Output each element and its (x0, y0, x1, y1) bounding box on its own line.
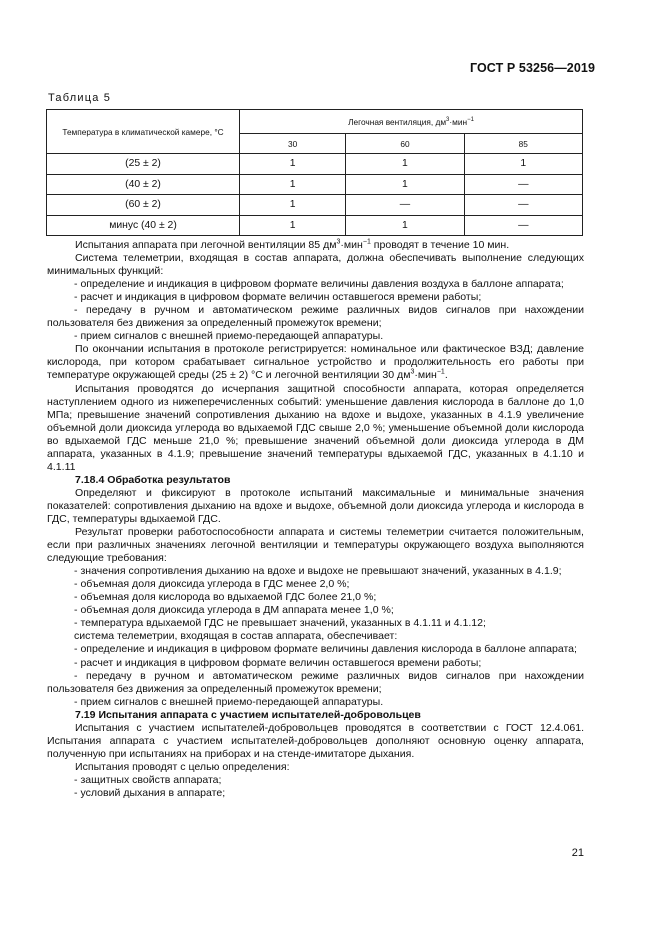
cell-temp: минус (40 ± 2) (47, 215, 240, 236)
list-item: - прием сигналов с внешней приемо-передающей аппаратуры. (74, 330, 384, 343)
cell-60: 1 (346, 154, 464, 175)
cell-temp: (60 ± 2) (47, 195, 240, 216)
header-temperature: Температура в климатической камере, °С (47, 110, 240, 154)
paragraph-protocol: По окончании испытания в протоколе регистрируется: номинальное или фактическое ВЗД; давление кислорода, при котором срабатывает сигнальное устройство и продолжительность его работы при температуре окружающей среды (25 ± 2) °С и легочной вентиляции 30 $дм^3\cdot мин^{-1}$. (47, 343, 584, 382)
cell-30: 1 (240, 195, 346, 216)
paragraph-vent85: Испытания аппарата при легочной вентиляции 85 $дм^3\cdot мин^{-1}$ проводят в течение 10 мин. (75, 238, 510, 251)
paragraph: Результат проверки работоспособности аппарата и системы телеметрии считается положительным, если при различных значениях легочной вентиляции и температуры окружающего воздуха выполняются следующие требования: (47, 526, 584, 565)
table-row (47, 215, 583, 236)
cell-temp: (40 ± 2) (47, 174, 240, 195)
document-code: ГОСТ Р 53256—2019 (469, 61, 595, 75)
cell-85: 1 (464, 154, 582, 175)
page-number: 21 (571, 847, 584, 859)
paragraph: Испытания проводятся до исчерпания защитной способности аппарата, которая определяется наступлением одного из нижеперечисленных событий: уменьшение давления кислорода в баллоне до 1,0 МПа; превышение значений сопротивления дыханию на вдохе и выдохе, указанных в 4.1.9 увеличение объемной доли диоксида углерода во вдыхаемой ГДС свыше 2,0 %; уменьшение объемной доли кислорода во вдыхаемой ГДС меньше 21,0 %; превышение значений объемной доли диоксида углерода в ДМ аппарата, указанных в 4.1.9; превышение значений температуры вдыхаемой ГДС, указанных в 4.1.10 и 4.1.11 (47, 382, 584, 473)
paragraph: Испытания проводят с целью определения: (75, 760, 290, 773)
list-item: - передачу в ручном и автоматическом режиме различных видов сигналов при нахождении пользователя без движения за определенный промежуток времени; (47, 304, 584, 330)
cell-60: 1 (346, 174, 464, 195)
cell-30: 1 (240, 154, 346, 175)
list-item: система телеметрии, входящая в состав аппарата, обеспечивает: (74, 630, 398, 643)
list-item: - расчет и индикация в цифровом формате величин оставшегося времени работы; (74, 656, 482, 669)
section-heading: 7.18.4 Обработка результатов (75, 473, 231, 486)
paragraph: Определяют и фиксируют в протоколе испытаний максимальные и минимальные значения показателей: сопротивления дыханию на вдохе и выдохе, объемной доли диоксида углерода и кислорода в ГДС, температуры вдыхаемой ГДС. (47, 486, 584, 525)
header-ventilation: Легочная вентиляция, $дм^3\cdot мин^{-1}$ (240, 110, 583, 134)
header-vent-60: 60 (346, 134, 464, 154)
list-item: - объемная доля диоксида углерода в ДМ аппарата менее 1,0 %; (74, 604, 394, 617)
list-item: - значения сопротивления дыханию на вдохе и выдохе не превышают значений, указанных в 4.1.9; (74, 565, 562, 578)
cell-85: — (464, 195, 582, 216)
cell-60: 1 (346, 215, 464, 236)
list-item: - температура вдыхаемой ГДС не превышает значений, указанных в 4.1.11 и 4.1.12; (74, 617, 486, 630)
list-item: - расчет и индикация в цифровом формате величин оставшегося времени работы; (74, 291, 482, 304)
list-item: - прием сигналов с внешней приемо-передающей аппаратуры. (74, 695, 384, 708)
cell-30: 1 (240, 215, 346, 236)
section-heading: 7.19 Испытания аппарата с участием испытателей-добровольцев (75, 708, 421, 721)
table-row (47, 154, 583, 175)
cell-85: — (464, 215, 582, 236)
cell-temp: (25 ± 2) (47, 154, 240, 175)
table-row (47, 195, 583, 216)
list-item: - передачу в ручном и автоматическом режиме различных видов сигналов при нахождении пользователя без движения за определенный промежуток времени; (47, 669, 584, 695)
cell-30: 1 (240, 174, 346, 195)
paragraph: Испытания с участием испытателей-добровольцев проводятся в соответствии с ГОСТ 12.4.061. Испытания аппарата с участием испытателей-добровольцев дополняют основную оценку аппарата, полученную при испытаниях на приборах и на стенде-имитаторе дыхания. (47, 721, 584, 760)
table-5 (46, 109, 583, 236)
body-text (47, 239, 584, 800)
paragraph: Система телеметрии, входящая в состав аппарата, должна обеспечивать выполнение следующих минимальных функций: (47, 252, 584, 278)
list-item: - объемная доля диоксида углерода в ГДС менее 2,0 %; (74, 578, 350, 591)
table-caption: Таблица 5 (48, 92, 112, 104)
cell-85: — (464, 174, 582, 195)
table-row (47, 174, 583, 195)
list-item: - защитных свойств аппарата; (74, 773, 222, 786)
list-item: - условий дыхания в аппарате; (74, 786, 226, 799)
list-item: - определение и индикация в цифровом формате величины давления воздуха в баллоне аппарата; (74, 278, 564, 291)
list-item: - объемная доля кислорода во вдыхаемой ГДС более 21,0 %; (74, 591, 377, 604)
header-vent-85: 85 (464, 134, 582, 154)
list-item: - определение и индикация в цифровом формате величины давления кислорода в баллоне аппарата; (74, 643, 577, 656)
cell-60: — (346, 195, 464, 216)
header-vent-30: 30 (240, 134, 346, 154)
